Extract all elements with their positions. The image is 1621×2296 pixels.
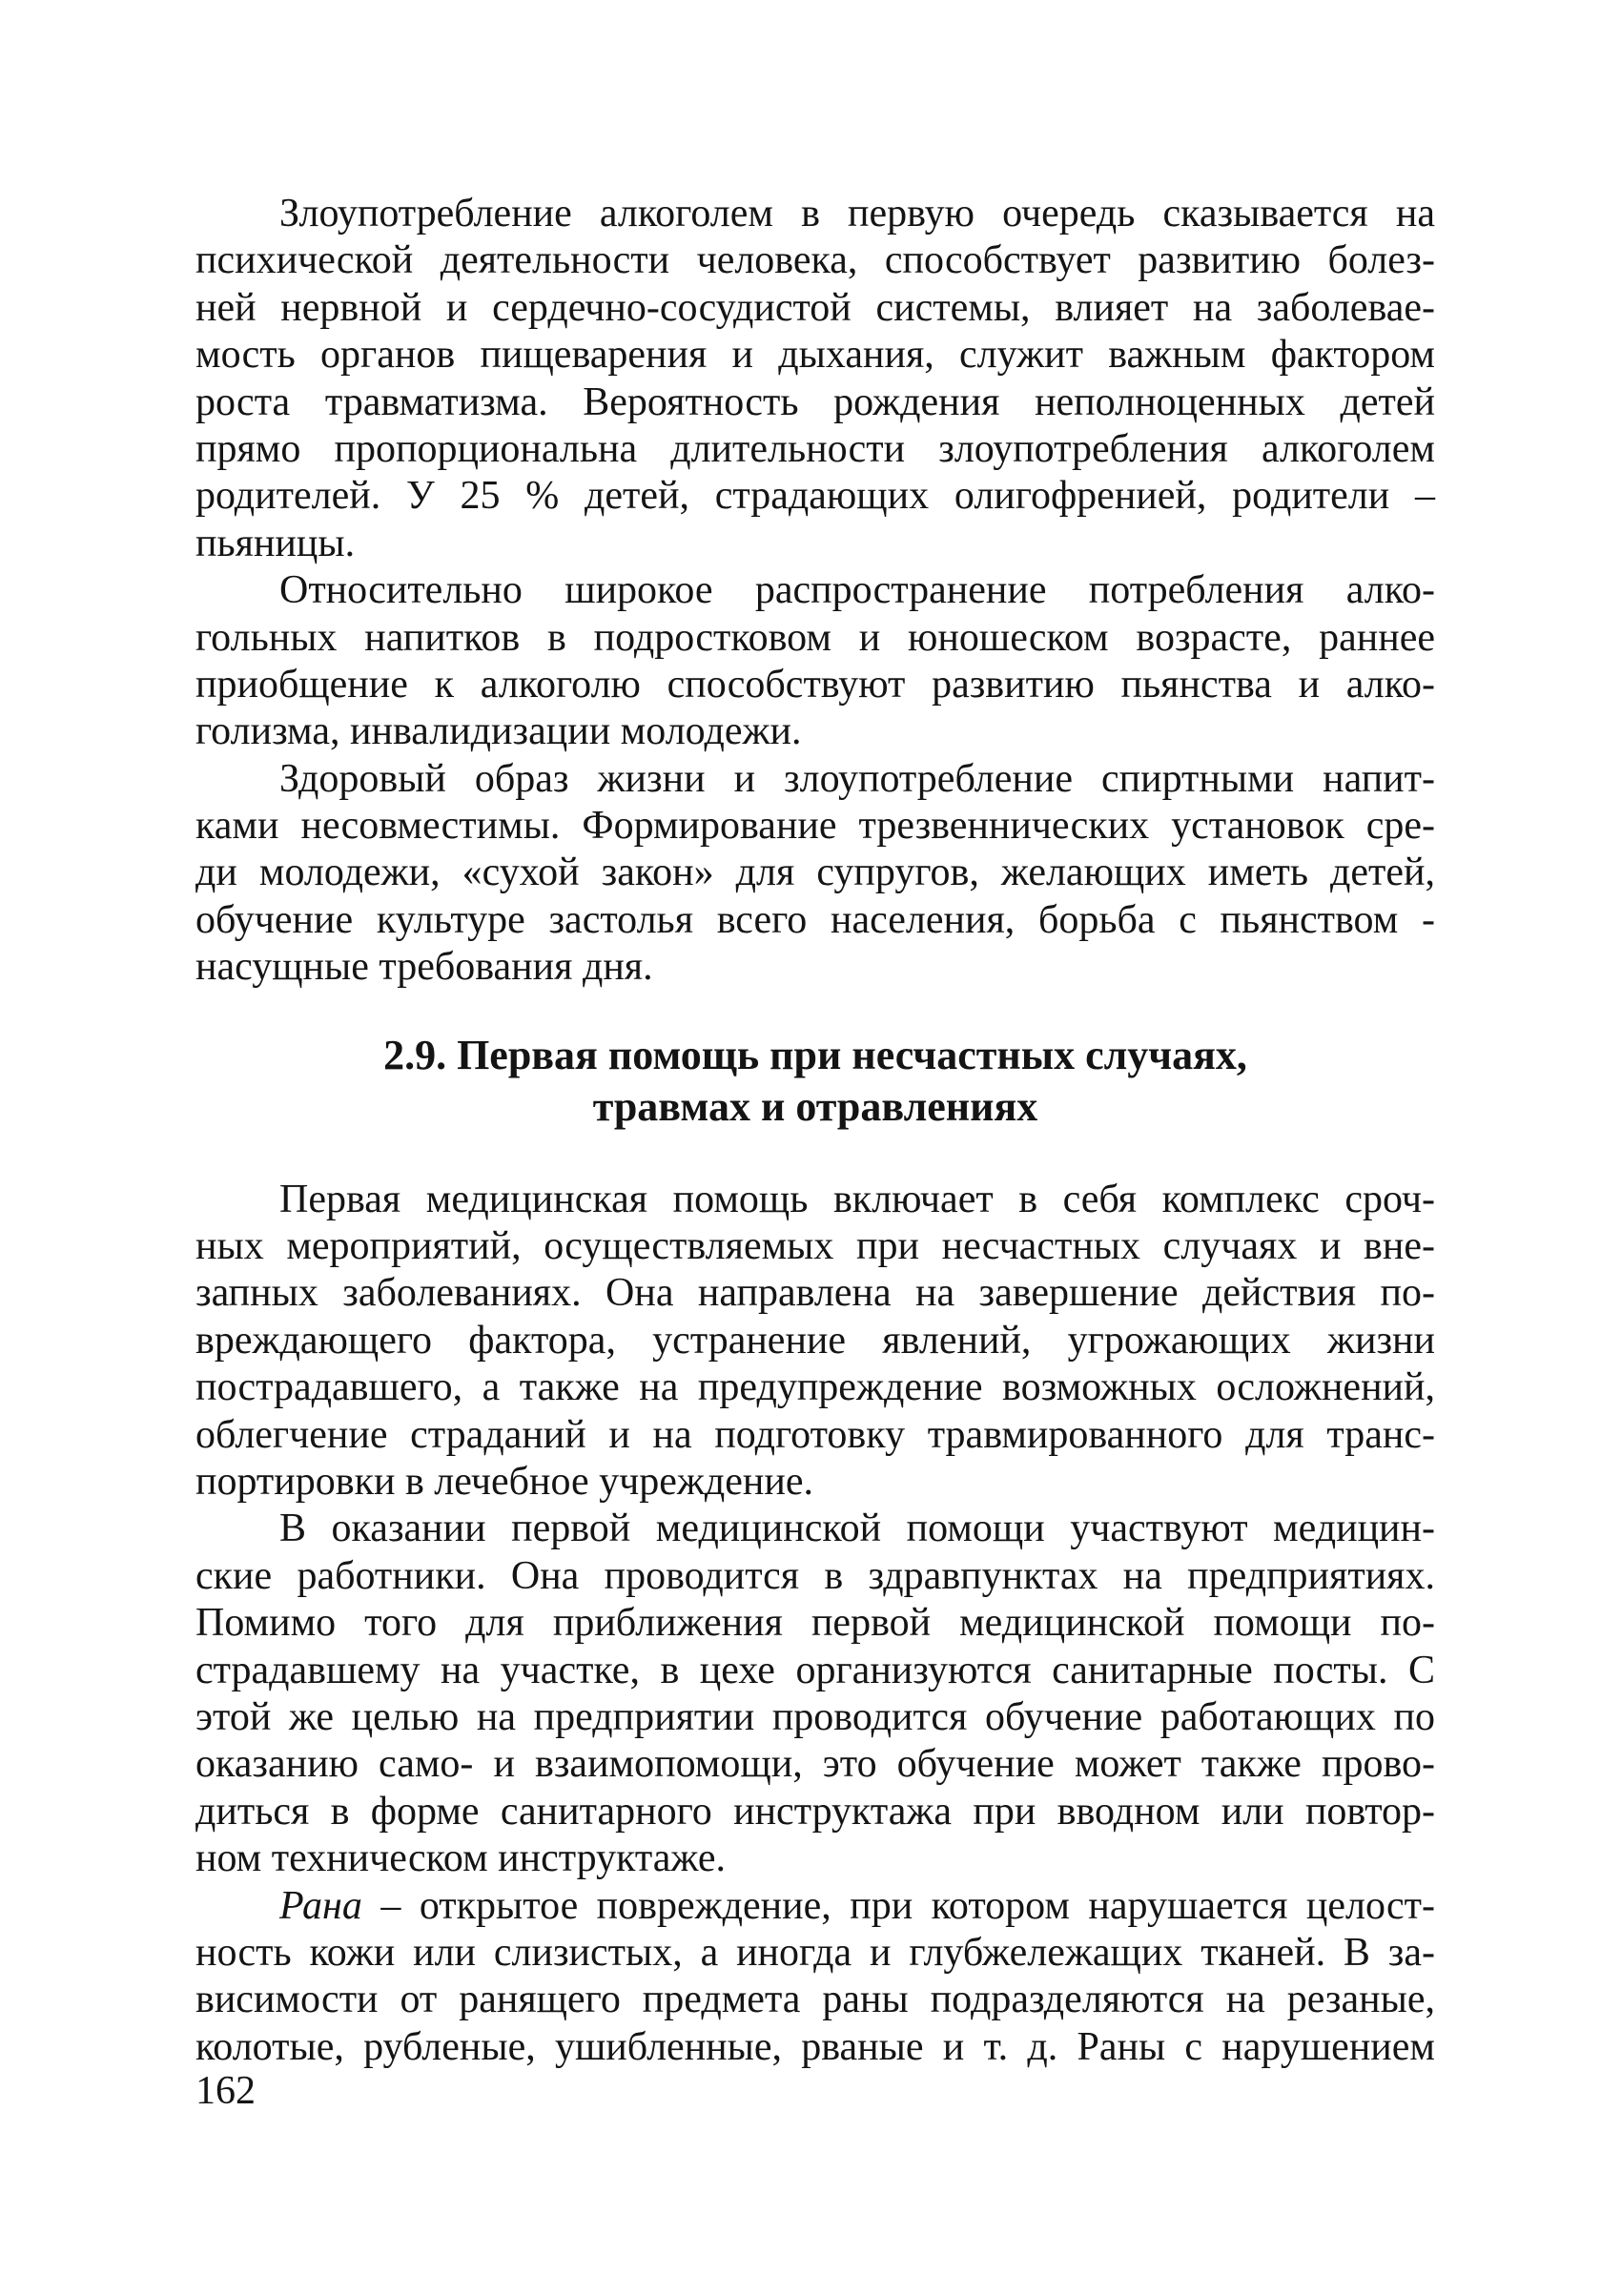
text-line: прямо пропорциональна длительности злоупотребления алкоголем xyxy=(195,426,1435,471)
text-fragment: – открытое повреждение, при котором нарушается целост- xyxy=(361,1883,1435,1928)
text-line: психической деятельности человека, способствует развитию болез- xyxy=(195,238,1435,283)
section-heading xyxy=(195,1030,1435,1133)
text-line: ность кожи или слизистых, а иногда и глубжележащих тканей. В за- xyxy=(195,1930,1435,1975)
text-line: пострадавшего, а также на предупреждение возможных осложнений, xyxy=(195,1365,1435,1410)
section-heading-line: 2.9. Первая помощь при несчастных случаях, xyxy=(383,1031,1247,1078)
page-number: 162 xyxy=(195,2069,256,2113)
text-line: оказанию само- и взаимопомощи, это обучение может также прово- xyxy=(195,1742,1435,1787)
text-line: мость органов пищеварения и дыхания, служит важным фактором xyxy=(195,333,1435,378)
text-line: родителей. У 25 % детей, страдающих олигофренией, родители – xyxy=(195,474,1435,519)
text-line: В оказании первой медицинской помощи участвуют медицин- xyxy=(279,1507,1435,1551)
text-line: облегчение страданий и на подготовку травмированного для транс- xyxy=(195,1412,1435,1457)
text-line: ские работники. Она проводится в здравпунктах на предприятиях. xyxy=(195,1553,1435,1598)
text-line: ками несовместимы. Формирование трезвеннических установок сре- xyxy=(195,804,1435,849)
text-line: вреждающего фактора, устранение явлений, угрожающих жизни xyxy=(195,1318,1435,1363)
text-line: пьяницы. xyxy=(195,521,356,565)
text-line: Помимо того для приближения первой медицинской помощи по- xyxy=(195,1601,1435,1646)
text-line: этой же целью на предприятии проводится обучение работающих по xyxy=(195,1694,1435,1739)
text-line: страдавшему на участке, в цехе организуются санитарные посты. С xyxy=(195,1648,1435,1692)
text-line: Здоровый образ жизни и злоупотребление спиртными напит- xyxy=(279,756,1435,801)
text-line: голизма, инвалидизации молодежи. xyxy=(195,709,802,754)
paragraph-wound-definition xyxy=(195,1883,1435,2072)
text-line: гольных напитков в подростковом и юношеском возрасте, раннее xyxy=(195,615,1435,660)
paragraph-first-aid-definition xyxy=(195,1177,1435,1507)
term-wound: Рана xyxy=(279,1883,362,1928)
paragraph-healthy-lifestyle xyxy=(195,756,1435,992)
text-line: диться в форме санитарного инструктажа при вводном или повтор- xyxy=(195,1789,1435,1834)
text-line: запных заболеваниях. Она направлена на завершение действия по- xyxy=(195,1271,1435,1316)
text-line: ди молодежи, «сухой закон» для супругов, желающих иметь детей, xyxy=(195,851,1435,895)
paragraph-medical-workers xyxy=(195,1506,1435,1882)
text-line: висимости от ранящего предмета раны подразделяются на резаные, xyxy=(195,1978,1435,2022)
paragraph-alcohol-effects xyxy=(195,191,1435,567)
text-line: ных мероприятий, осуществляемых при несчастных случаях и вне- xyxy=(195,1224,1435,1269)
text-line: насущные требования дня. xyxy=(195,945,653,990)
text-line: Злоупотребление алкоголем в первую очередь сказывается на xyxy=(279,192,1435,236)
text-line: обучение культуре застолья всего населения, борьба с пьянством - xyxy=(195,897,1435,942)
page-body xyxy=(195,191,1435,2071)
text-line: колотые, рубленые, ушибленные, рваные и т. д. Раны с нарушением xyxy=(195,2024,1435,2069)
text-line: ней нервной и сердечно-сосудистой системы, влияет на заболевае- xyxy=(195,285,1435,330)
text-line: ном техническом инструктаже. xyxy=(195,1836,727,1881)
text-line xyxy=(195,1883,1435,1930)
section-heading-line: травмах и отравлениях xyxy=(592,1082,1038,1130)
paragraph-youth-drinking xyxy=(195,567,1435,756)
text-line: роста травматизма. Вероятность рождения неполноценных детей xyxy=(195,379,1435,424)
text-line: портировки в лечебное учреждение. xyxy=(195,1459,814,1504)
text-line: Первая медицинская помощь включает в себя комплекс сроч- xyxy=(279,1177,1435,1221)
text-line: приобщение к алкоголю способствуют развитию пьянства и алко- xyxy=(195,662,1435,707)
text-line: Относительно широкое распространение потребления алко- xyxy=(279,568,1435,613)
